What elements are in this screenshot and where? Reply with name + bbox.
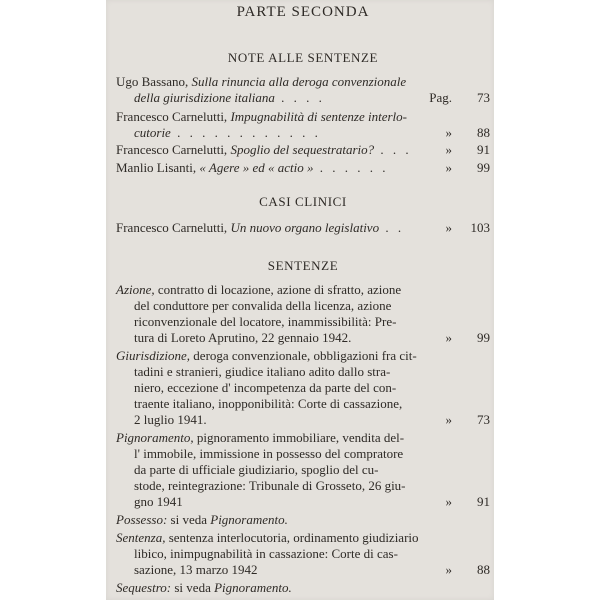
- page-number: 99: [477, 330, 490, 345]
- page-number: 88: [477, 125, 490, 140]
- page-number: 88: [477, 562, 490, 577]
- list-item: Ugo Bassano, Sulla rinuncia alla deroga convenzionale: [116, 74, 407, 89]
- section-title-note: NOTE ALLE SENTENZE: [227, 50, 379, 65]
- page-number: 91: [477, 142, 490, 157]
- page-number: 99: [477, 160, 490, 175]
- list-item: Pignoramento, pignoramento immobiliare, vendita del-: [116, 430, 405, 445]
- list-item: Sequestro: si veda Pignoramento.: [116, 580, 292, 595]
- list-item: Francesco Carnelutti, Impugnabilità di sentenze interlo-: [116, 109, 407, 124]
- section-title-casi: CASI CLINICI: [259, 194, 347, 209]
- page-number: 73: [477, 412, 490, 427]
- list-item: cutorie . . . . . . . . . . . . » 88: [134, 125, 490, 140]
- list-item: Giurisdizione, deroga convenzionale, obbligazioni fra cit-: [116, 348, 417, 363]
- list-item: Francesco Carnelutti, Un nuovo organo legislativo . . » 103: [116, 220, 490, 235]
- part-title: PARTE SECONDA: [236, 4, 370, 20]
- list-item: Francesco Carnelutti, Spoglio del sequestratario? . . . » 91: [116, 142, 490, 157]
- page-number: 73: [477, 90, 490, 105]
- page-number: 91: [477, 494, 490, 509]
- section-title-sentenze: SENTENZE: [267, 258, 339, 273]
- book-page: PARTE SECONDA NOTE ALLE SENTENZE Ugo Bassano, Sulla rinuncia alla deroga convenzionale della giurisdizione italiana . . . . Pag. 73 Francesco Carnelutti, Impugnabilità di sentenze interlo- cutorie . . . . . . . . . . . . » 88 Francesco Carnelutti, Spoglio del sequestratario? . . . » 91 Manlio Lisanti, « Agere » ed « actio » . . . . . . » 99 CASI CLINICI Francesco Carnelutti, Un nuovo organo legislativo . . » 103 SENTENZE Azione, contratto di locazione, azione di sfratto, azione del conduttore per convalida della licenza, azione riconvenzionale del locatore, inammissibilità: Pre- tura di Loreto Aprutino, 22 gennaio 1942. » 99 Giurisdizione, deroga convenzionale, obbligazioni fra cit- tadini e stranieri, giudice italiano adito dallo stra- niero, eccezione d' incompetenza da parte del con- traente italiano, inopponibilità: Corte di cassazione, 2 luglio 1941. » 73 Pignoramento, pignoramento immobiliare, vendita del- l' immobile, immissione in possesso del compratore da parte di ufficiale giudiziario, spoglio del cu- stode, reintegrazione: Tribunale di Grosseto, 26 giu- gno 1941 » 91 Possesso: si veda Pignoramento. Sentenza, sentenza interlocutoria, ordinamento giudiziario libico, inimpugnabilità in cassazione: Corte di cas- sazione, 13 marzo 1942 » 88 Sequestro: si veda Pignoramento.: [106, 0, 494, 600]
- list-item: Possesso: si veda Pignoramento.: [116, 512, 288, 527]
- list-item: Azione, contratto di locazione, azione di sfratto, azione: [116, 282, 402, 297]
- list-item: della giurisdizione italiana . . . . Pag. 73: [134, 90, 490, 105]
- list-item: Manlio Lisanti, « Agere » ed « actio » . . . . . . » 99: [116, 160, 490, 175]
- list-item: Sentenza, sentenza interlocutoria, ordinamento giudiziario: [116, 530, 419, 545]
- page-number: 103: [470, 220, 490, 235]
